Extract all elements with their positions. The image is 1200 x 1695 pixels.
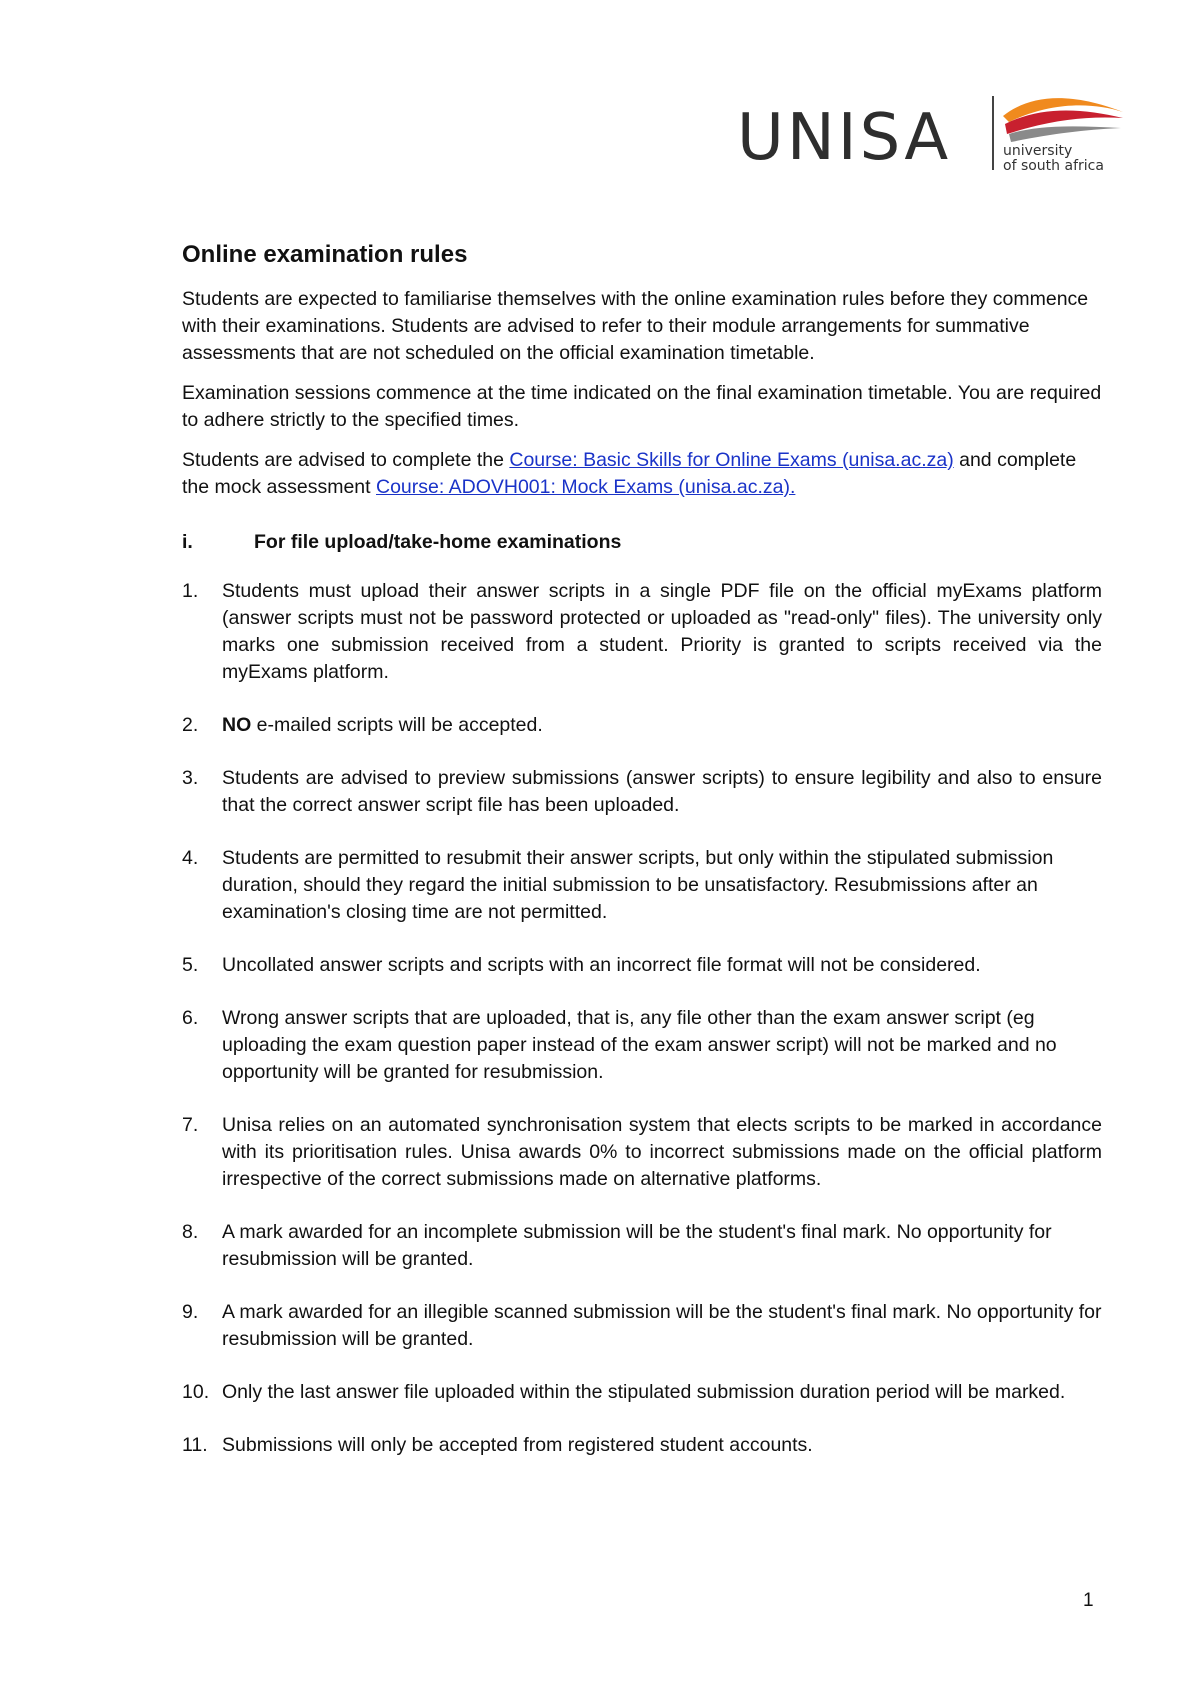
section-heading-text: For file upload/take-home examinations — [254, 531, 622, 553]
logo-wordmark: UNISA — [737, 101, 952, 175]
rule-number: 2. — [182, 714, 199, 736]
rule-text-rest: e-mailed scripts will be accepted. — [251, 714, 543, 736]
rule-text: Students are permitted to resubmit their answer scripts, but only within the stipulated submission duration, should they regard the initial submission to be unsatisfactory. Resubmissions after an examination's closing time are not permitted. — [222, 847, 1054, 923]
logo-subtitle — [1003, 144, 1104, 174]
rule-item — [182, 1005, 1102, 1086]
page-title: Online examination rules — [182, 241, 468, 268]
rule-number: 4. — [182, 847, 199, 869]
rule-item — [182, 1112, 1102, 1193]
rule-text: Submissions will only be accepted from registered student accounts. — [222, 1434, 813, 1456]
logo-subtitle-line1: university — [1003, 143, 1073, 159]
page-number: 1 — [1083, 1590, 1094, 1611]
rule-text: A mark awarded for an illegible scanned submission will be the student's final mark. No opportunity for resubmission will be granted. — [222, 1301, 1102, 1350]
rule-text: Wrong answer scripts that are uploaded, that is, any file other than the exam answer script (eg uploading the exam question paper instead of the exam answer script) will not be marked and no opportunity will be granted for resubmission. — [222, 1007, 1057, 1083]
logo-divider — [992, 96, 994, 170]
rules-list — [182, 578, 1102, 1459]
intro-paragraph-2: Examination sessions commence at the time indicated on the final examination timetable. You are required to adhere strictly to the specified times. — [182, 382, 1102, 431]
rule-text: Unisa relies on an automated synchronisation system that elects scripts to be marked in accordance with its prioritisation rules. Unisa awards 0% to incorrect submissions made on the official platform irrespective of the correct submissions made on alternative platforms. — [222, 1114, 1102, 1190]
rule-text — [222, 712, 1102, 739]
rule-text: Students must upload their answer scripts in a single PDF file on the official myExams platform (answer scripts must not be password protected or uploaded as "read-only" files). The university only marks one submission received from a student. Priority is granted to scripts received via the myExams platform. — [222, 580, 1102, 683]
document-body — [182, 240, 1102, 1485]
rule-number: 9. — [182, 1301, 199, 1323]
rule-item — [182, 765, 1102, 819]
mock-exams-course-link[interactable]: Course: ADOVH001: Mock Exams (unisa.ac.za). — [376, 476, 796, 498]
rule-text: Only the last answer file uploaded within the stipulated submission duration period will be marked. — [222, 1381, 1066, 1403]
rule-item — [182, 952, 1102, 979]
intro-paragraph-3-prefix: Students are advised to complete the — [182, 449, 510, 471]
flame-logo-icon — [1001, 94, 1125, 144]
unisa-logo — [737, 92, 1127, 182]
intro-paragraph-3 — [182, 447, 1102, 501]
rule-text: Uncollated answer scripts and scripts with an incorrect file format will not be considered. — [222, 954, 981, 976]
rule-item — [182, 1299, 1102, 1353]
rule-item — [182, 712, 1102, 739]
rule-number: 7. — [182, 1114, 199, 1136]
rule-item — [182, 578, 1102, 686]
rule-emphasis: NO — [222, 714, 252, 736]
logo-subtitle-line2: of south africa — [1003, 158, 1104, 174]
rule-number: 11. — [182, 1434, 208, 1456]
rule-number: 6. — [182, 1007, 199, 1029]
rule-item — [182, 1432, 1102, 1459]
rule-item — [182, 1379, 1102, 1406]
rule-item — [182, 845, 1102, 926]
rule-number: 10. — [182, 1381, 210, 1403]
rule-number: 3. — [182, 767, 199, 789]
rule-text: A mark awarded for an incomplete submission will be the student's final mark. No opportunity for resubmission will be granted. — [222, 1221, 1052, 1270]
basic-skills-course-link[interactable]: Course: Basic Skills for Online Exams (unisa.ac.za) — [509, 449, 954, 471]
intro-paragraph-1: Students are expected to familiarise themselves with the online examination rules before they commence with their examinations. Students are advised to refer to their module arrangements for summative assessments that are not scheduled on the official examination timetable. — [182, 288, 1089, 364]
rule-item — [182, 1219, 1102, 1273]
intro-paragraph-3-mid: and complete the mock assessment — [182, 449, 1077, 498]
rule-number: 5. — [182, 954, 199, 976]
rule-text: Students are advised to preview submissions (answer scripts) to ensure legibility and also to ensure that the correct answer script file has been uploaded. — [222, 767, 1102, 816]
section-heading — [182, 529, 1102, 556]
rule-number: 8. — [182, 1221, 199, 1243]
rule-number: 1. — [182, 580, 199, 602]
section-number: i. — [182, 531, 193, 553]
